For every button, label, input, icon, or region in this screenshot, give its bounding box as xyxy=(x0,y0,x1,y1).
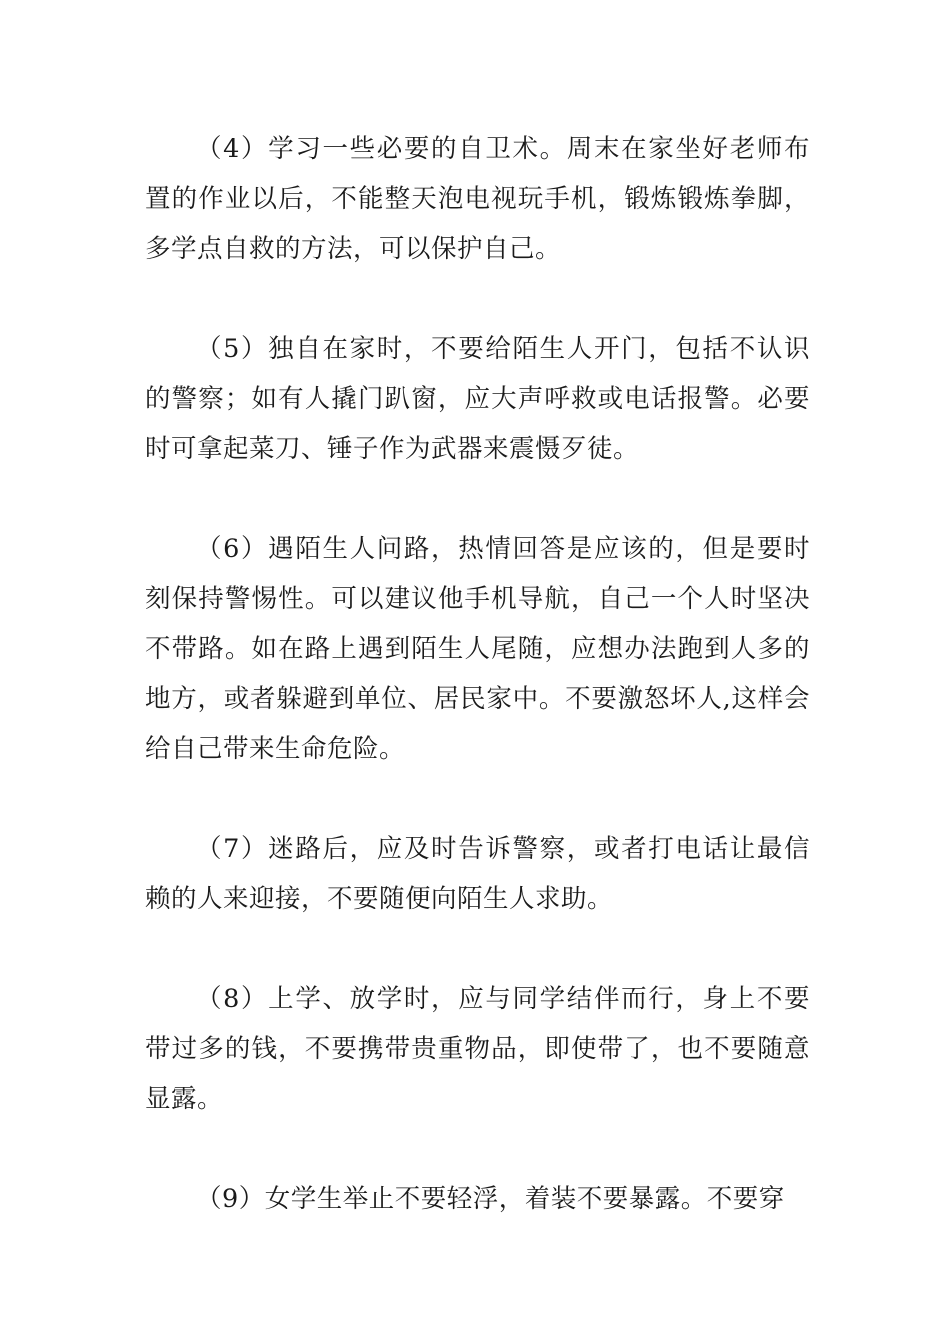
document-body xyxy=(145,124,810,1274)
paragraph-9: （9）女学生举止不要轻浮，着装不要暴露。不要穿 xyxy=(196,1184,785,1214)
paragraph-6: （6）遇陌生人问路，热情回答是应该的，但是要时刻保持警惕性。可以建议他手机导航，自己一个人时坚决不带路。如在路上遇到陌生人尾随，应想办法跑到人多的地方，或者躲避到单位、居民家中。不要激怒坏人,这样会给自己带来生命危险。 xyxy=(145,534,810,764)
paragraph-5: （5）独自在家时，不要给陌生人开门，包括不认识的警察；如有人撬门趴窗，应大声呼救或电话报警。必要时可拿起菜刀、锤子作为武器来震慑歹徒。 xyxy=(145,334,810,464)
paragraph-8: （8）上学、放学时，应与同学结伴而行，身上不要带过多的钱，不要携带贵重物品，即使带了，也不要随意显露。 xyxy=(145,984,810,1114)
paragraph-7: （7）迷路后，应及时告诉警察，或者打电话让最信赖的人来迎接，不要随便向陌生人求助。 xyxy=(145,834,810,914)
paragraph-4: （4）学习一些必要的自卫术。周末在家坐好老师布置的作业以后，不能整天泡电视玩手机，锻炼锻炼拳脚，多学点自救的方法，可以保护自己。 xyxy=(145,134,810,264)
